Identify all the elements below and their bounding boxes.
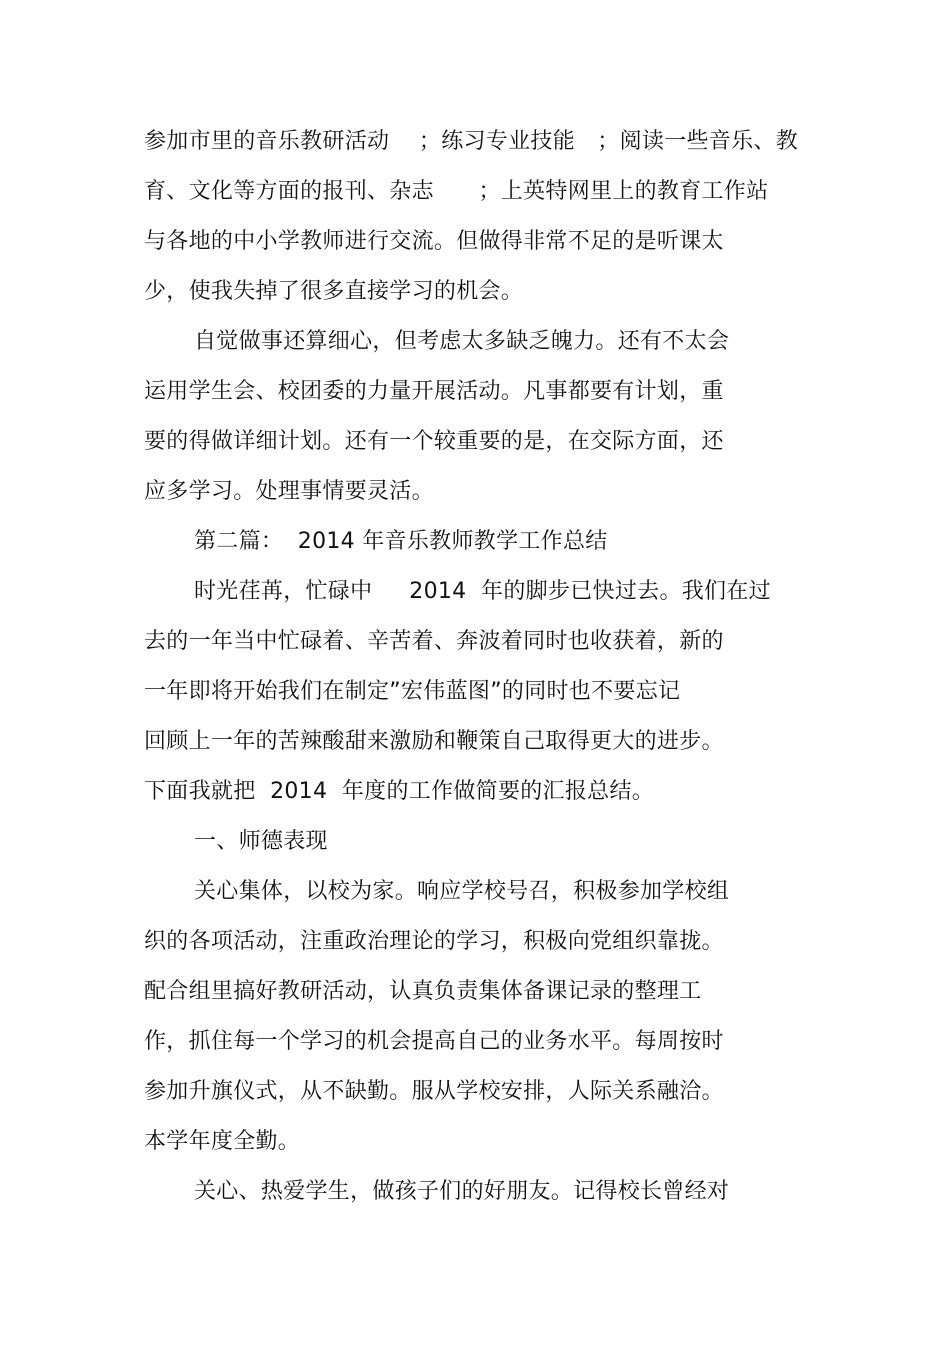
text-line: 织的各项活动，注重政治理论的学习，积极向党组织靠拢。 [144,929,724,954]
text-line: 要的得做详细计划。还有一个较重要的是，在交际方面，还 [144,429,724,454]
text-line: 关心集体，以校为家。响应学校号召，积极参加学校组 [194,879,730,904]
text-line: 应多学习。处理事情要灵活。 [144,479,434,504]
text-line: 时光荏苒，忙碌中 2014 年的脚步已快过去。我们在过 [194,579,771,604]
text-line: 配合组里搞好教研活动，认真负责集体备课记录的整理工 [144,979,702,1004]
text-line: 与各地的中小学教师进行交流。但做得非常不足的是听课太 [144,229,724,254]
text-line: 作，抓住每一个学习的机会提高自己的业务水平。每周按时 [144,1029,724,1054]
text-line: 关心、热爱学生，做孩子们的好朋友。记得校长曾经对 [194,1179,730,1204]
text-line: 少，使我失掉了很多直接学习的机会。 [144,279,524,304]
subsection-heading: 一、师德表现 [194,829,328,854]
text-line: 自觉做事还算细心，但考虑太多缺乏魄力。还有不太会 [194,329,730,354]
text-line: 下面我就把 2014 年度的工作做简要的汇报总结。 [144,779,655,804]
section-heading: 第二篇： 2014 年音乐教师教学工作总结 [194,529,608,554]
text-line: 去的一年当中忙碌着、辛苦着、奔波着同时也收获着，新的 [144,629,724,654]
text-line: 一年即将开始我们在制定”宏伟蓝图”的同时也不要忘记 [144,679,681,704]
text-line: 育、文化等方面的报刊、杂志 ；上英特网里上的教育工作站 [144,179,769,204]
text-line: 回顾上一年的苦辣酸甜来激励和鞭策自己取得更大的进步。 [144,729,724,754]
text-line: 参加市里的音乐教研活动 ；练习专业技能 ；阅读一些音乐、教 [144,129,798,154]
text-line: 参加升旗仪式，从不缺勤。服从学校安排，人际关系融洽。 [144,1079,724,1104]
text-line: 本学年度全勤。 [144,1129,301,1154]
text-line: 运用学生会、校团委的力量开展活动。凡事都要有计划，重 [144,379,724,404]
